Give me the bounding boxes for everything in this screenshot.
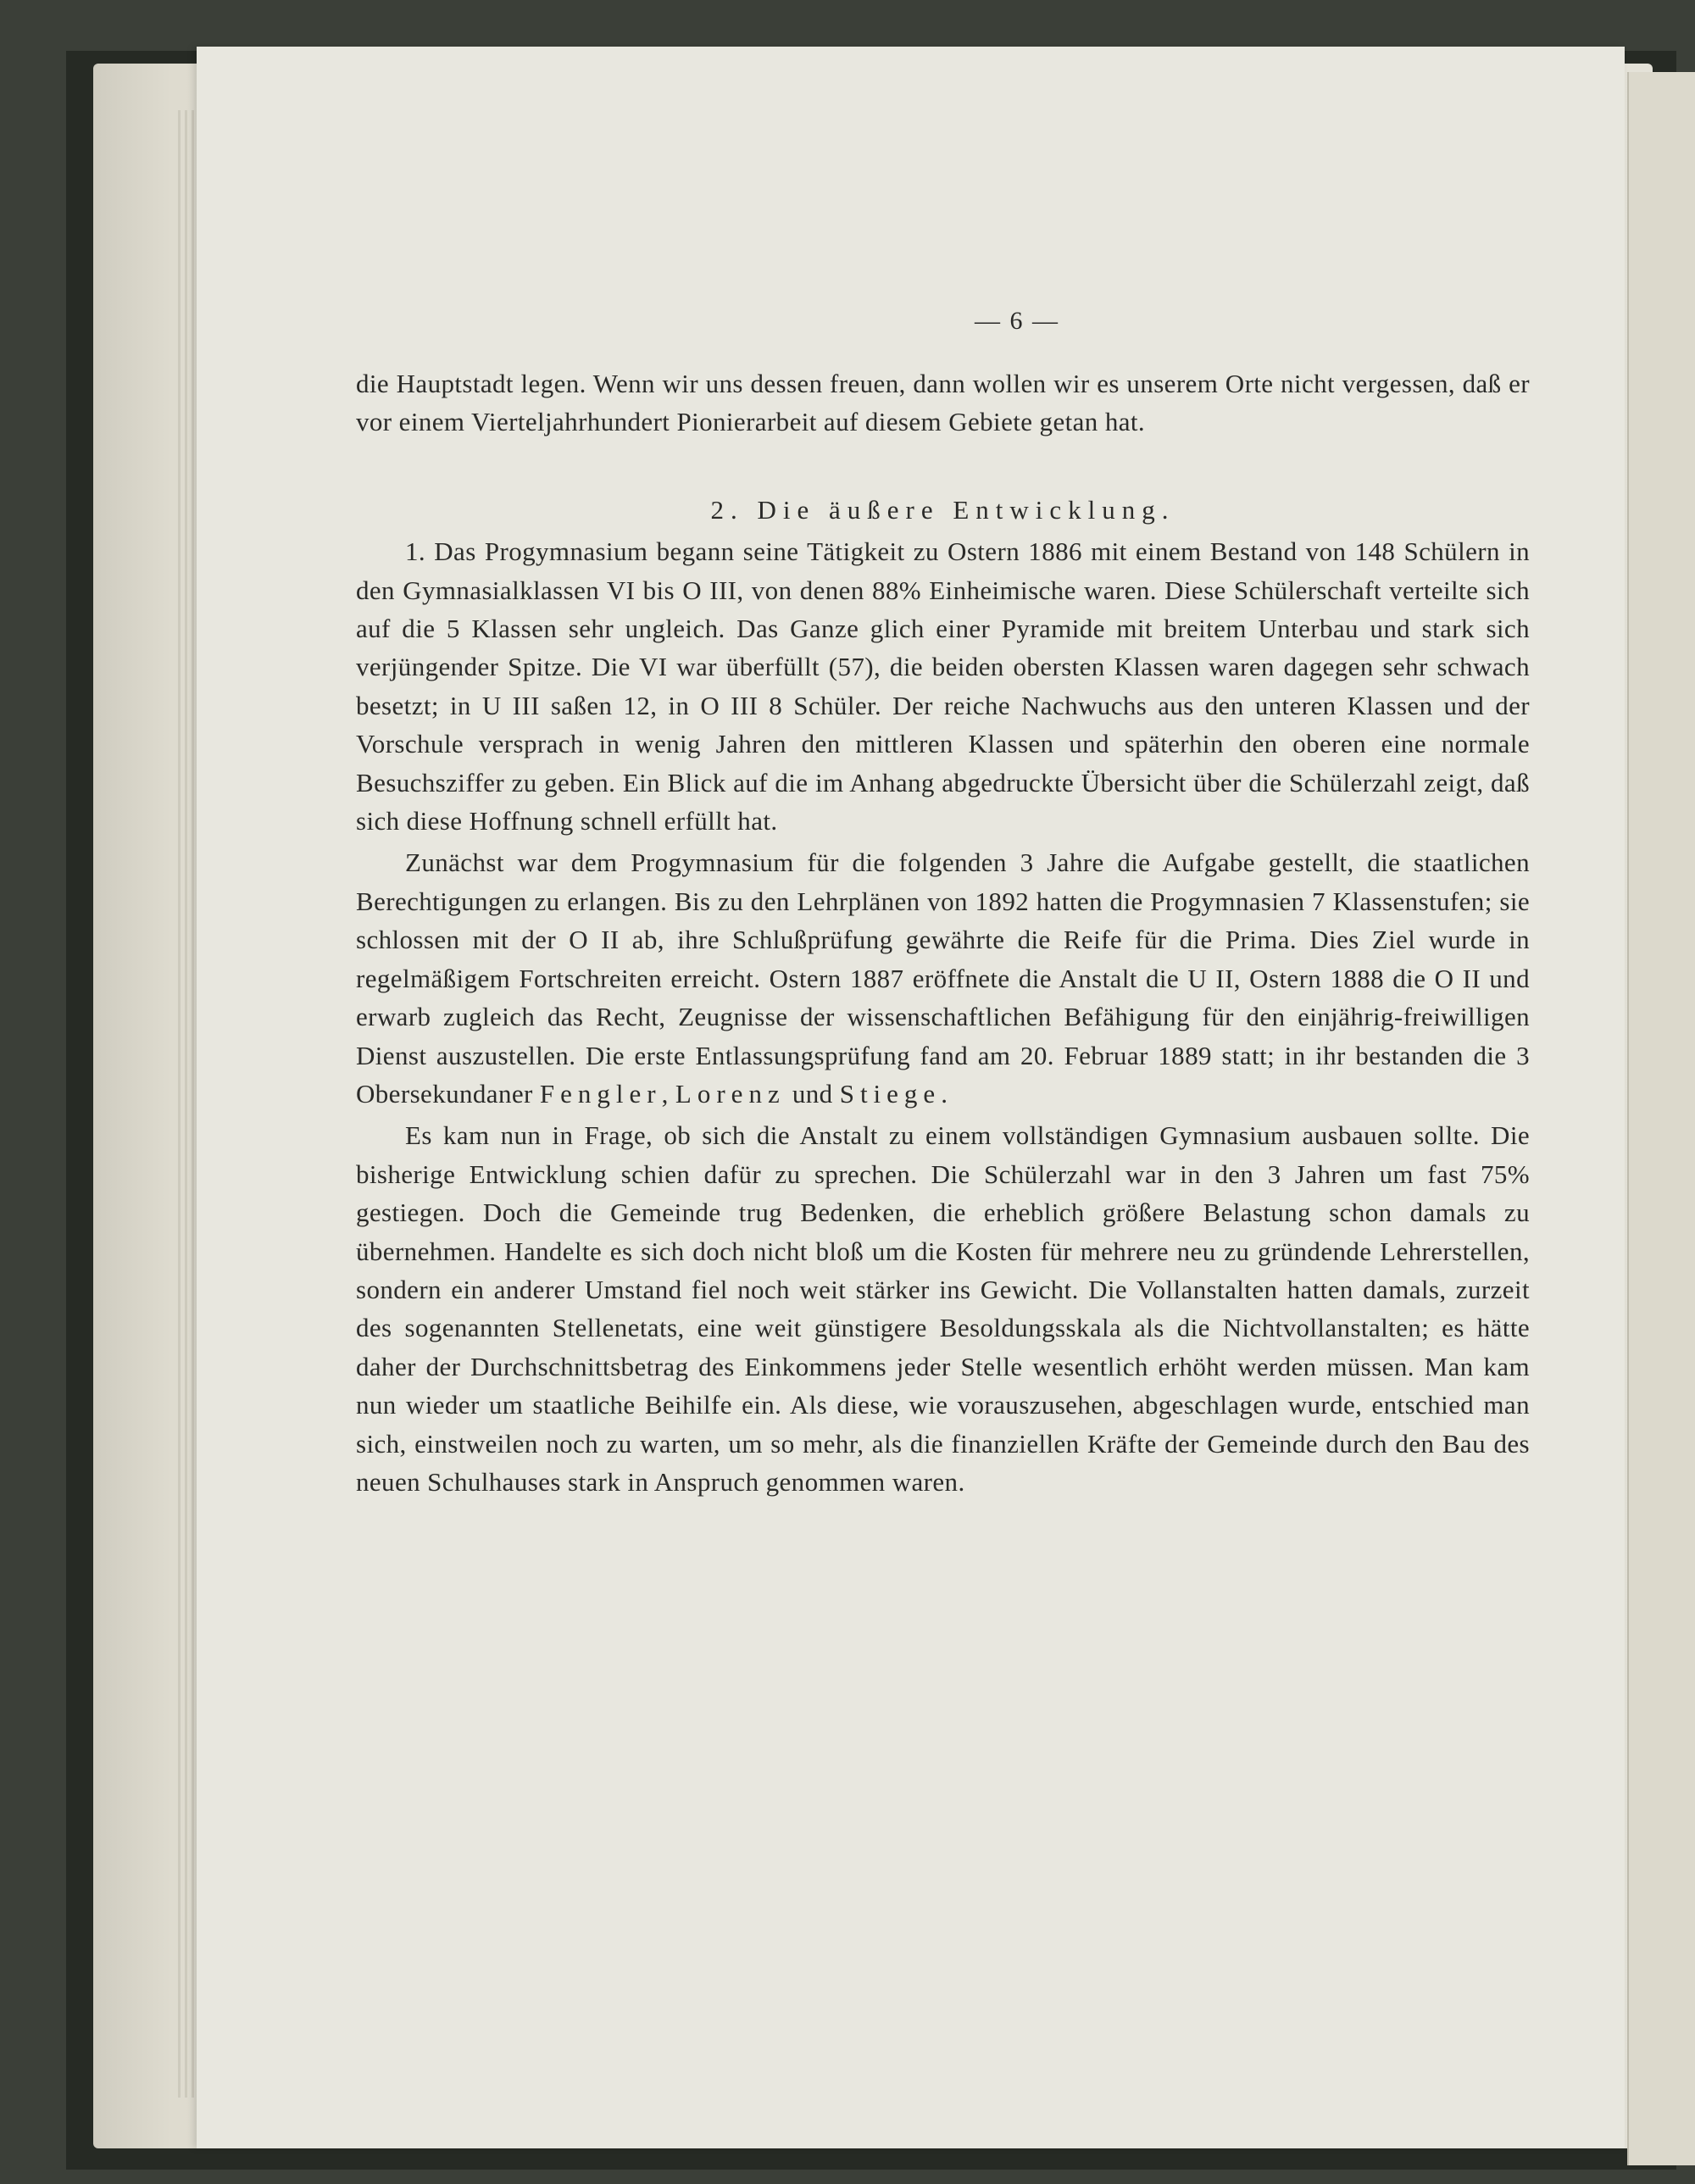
name-separator: , (661, 1078, 675, 1109)
page-number: — 6 — (975, 307, 1059, 335)
page-edge (192, 110, 194, 2098)
name-stiege: Stiege (839, 1078, 942, 1109)
name-lorenz: Lorenz (675, 1078, 786, 1109)
paragraph-3: Es kam nun in Frage, ob sich die Anstalt zu einem vollständigen Gymnasium ausbauen sollte. Die bisherige Entwicklung schien dafür zu sprechen. Die Schülerzahl war in den 3 Jahren um fast 75% gestiegen. Doch die Gemeinde trug Bedenken, die erheblich größere Belastung schon damals zu übernehmen. Handelte es sich doch nicht bloß um die Kosten für mehrere neu zu gründende Lehrerstellen, sondern ein anderer Umstand fiel noch weit stärker ins Gewicht. Die Vollanstalten hatten damals, zurzeit des sogenannten Stellenetats, eine weit günstigere Besoldungsskala als die Nichtvollanstalten; es hätte daher der Durchschnittsbetrag des Einkommens jeder Stelle wesentlich erhöht werden müssen. Man kam nun wieder um staatliche Beihilfe ein. Als diese, wie vorauszusehen, abgeschlagen wurde, entschied man sich, einstweilen noch zu warten, um so mehr, als die finanziellen Kräfte der Gemeinde durch den Bau des neuen Schulhauses stark in Anspruch genommen waren. (356, 1120, 1530, 1497)
page-edge (185, 110, 187, 2098)
sentence-end: . (941, 1078, 948, 1109)
paragraph-2-text: Zunächst war dem Progymnasium für die folgenden 3 Jahre die Aufgabe gestellt, die staatlichen Berechtigungen zu erlangen. Bis zu den Lehrplänen von 1892 hatten die Progymnasien 7 Klassenstufen; sie schlossen mit der O II ab, ihre Schlußprüfung gewährte die Reife für die Prima. Dies Ziel wurde in regelmäßigem Fortschreiten erreicht. Ostern 1887 eröffnete die Anstalt die U II, Ostern 1888 die O II und erwarb zugleich das Recht, Zeugnisse der wissenschaftlichen Befähigung für den einjährig-freiwilligen Dienst auszustellen. Die erste Entlassungsprüfung fand am 20. Februar 1889 statt; in ihr bestanden die 3 Obersekundaner (356, 847, 1530, 1109)
section-heading: 2. Die äußere Entwicklung. (710, 494, 1175, 525)
page-edge (178, 110, 181, 2098)
paragraph-2 (356, 843, 1530, 1113)
name-fengler: Fengler (539, 1078, 662, 1109)
page-text (356, 364, 1530, 1501)
name-conjunction: und (785, 1078, 840, 1109)
paragraph-1: 1. Das Progymnasium begann seine Tätigkeit zu Ostern 1886 mit einem Bestand von 148 Schülern in den Gymnasialklassen VI bis O III, von denen 88% Einheimische waren. Diese Schülerschaft verteilte sich auf die 5 Klassen sehr ungleich. Das Ganze glich einer Pyramide mit breitem Unterbau und stark sich verjüngender Spitze. Die VI war überfüllt (57), die beiden obersten Klassen waren dagegen sehr schwach besetzt; in U III saßen 12, in O III 8 Schüler. Der reiche Nachwuchs aus den unteren Klassen und der Vorschule versprach in wenig Jahren den mittleren Klassen und späterhin den oberen eine normale Besuchsziffer zu geben. Ein Blick auf die im Anhang abgedruckte Übersicht über die Schülerzahl zeigt, daß sich diese Hoffnung schnell erfüllt hat. (356, 536, 1530, 836)
next-page-edge (1627, 72, 1695, 2165)
intro-paragraph: die Hauptstadt legen. Wenn wir uns dessen freuen, dann wollen wir es unserem Orte nicht vergessen, daß er vor einem Vierteljahrhundert Pionierarbeit auf diesem Gebiete getan hat. (356, 369, 1530, 437)
